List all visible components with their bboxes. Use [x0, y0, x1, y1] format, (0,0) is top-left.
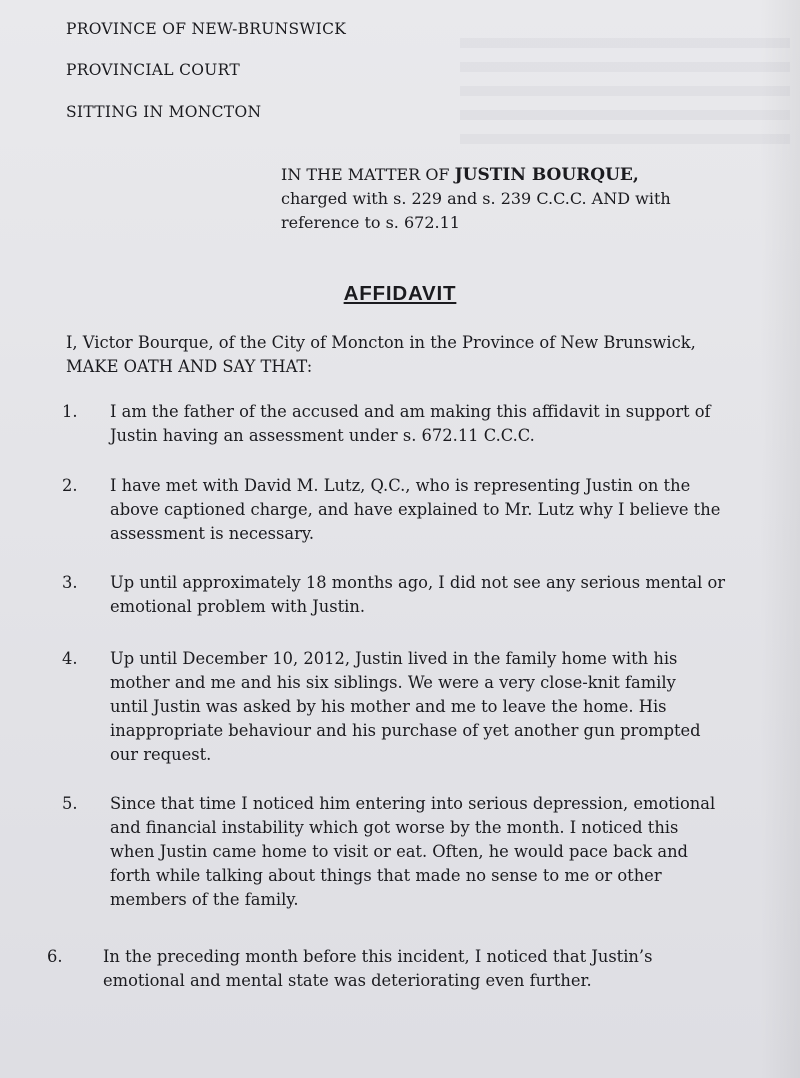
- paragraph-number: 5.: [62, 794, 78, 813]
- paragraph-number: 1.: [62, 402, 78, 421]
- paragraph-line: Justin having an assessment under s. 672.11 C.C.C.: [110, 426, 535, 445]
- paragraph-line: emotional problem with Justin.: [110, 597, 366, 616]
- paragraph-line: In the preceding month before this incident, I noticed that Justin’s: [103, 947, 653, 966]
- intro-line-2: MAKE OATH AND SAY THAT:: [66, 357, 313, 376]
- document-title: AFFIDAVIT: [343, 282, 457, 305]
- accused-name: JUSTIN BOURQUE,: [454, 165, 639, 185]
- page-shadow: [760, 0, 800, 1078]
- matter-prefix: IN THE MATTER OF: [281, 165, 455, 184]
- paragraph-number: 4.: [62, 649, 78, 668]
- paragraph-line: Up until approximately 18 months ago, I did not see any serious mental or: [110, 573, 726, 592]
- paragraph-line: assessment is necessary.: [110, 524, 315, 543]
- paragraph-line: inappropriate behaviour and his purchase of yet another gun prompted: [110, 721, 701, 740]
- paragraph-body: [110, 571, 740, 619]
- paragraph-line: emotional and mental state was deteriorating even further.: [103, 971, 592, 990]
- matter-line-1: [281, 163, 781, 187]
- paragraph-line: forth while talking about things that made no sense to me or other: [110, 866, 662, 885]
- paragraph-body: [110, 474, 740, 546]
- sitting-heading: SITTING IN MONCTON: [66, 103, 262, 121]
- court-heading: PROVINCIAL COURT: [66, 61, 240, 79]
- paragraph-number: 2.: [62, 476, 78, 495]
- paragraph-line: when Justin came home to visit or eat. Often, he would pace back and: [110, 842, 688, 861]
- paragraph-body: [110, 400, 740, 448]
- paragraph-body: [110, 792, 740, 912]
- intro-line-1: I, Victor Bourque, of the City of Moncton in the Province of New Brunswick,: [66, 333, 696, 352]
- paragraph-body: [103, 945, 745, 993]
- matter-block: [281, 163, 781, 235]
- paragraph-number: 6.: [47, 947, 63, 966]
- paragraph-line: Up until December 10, 2012, Justin lived in the family home with his: [110, 649, 678, 668]
- reverse-side-text-bleed: [460, 38, 790, 158]
- paragraph-body: [110, 647, 740, 767]
- paragraph-line: above captioned charge, and have explained to Mr. Lutz why I believe the: [110, 500, 721, 519]
- paragraph-line: I have met with David M. Lutz, Q.C., who is representing Justin on the: [110, 476, 691, 495]
- paragraph-line: members of the family.: [110, 890, 299, 909]
- matter-line-3: reference to s. 672.11: [281, 213, 460, 232]
- province-heading: PROVINCE OF NEW-BRUNSWICK: [66, 20, 347, 38]
- matter-line-2: charged with s. 229 and s. 239 C.C.C. AND with: [281, 189, 671, 208]
- paragraph-line: until Justin was asked by his mother and me to leave the home. His: [110, 697, 667, 716]
- paragraph-line: our request.: [110, 745, 212, 764]
- deponent-intro: [66, 331, 746, 379]
- paragraph-number: 3.: [62, 573, 78, 592]
- paragraph-line: mother and me and his six siblings. We were a very close-knit family: [110, 673, 676, 692]
- paragraph-line: I am the father of the accused and am making this affidavit in support of: [110, 402, 711, 421]
- paragraph-line: Since that time I noticed him entering into serious depression, emotional: [110, 794, 716, 813]
- paragraph-line: and financial instability which got worse by the month. I noticed this: [110, 818, 679, 837]
